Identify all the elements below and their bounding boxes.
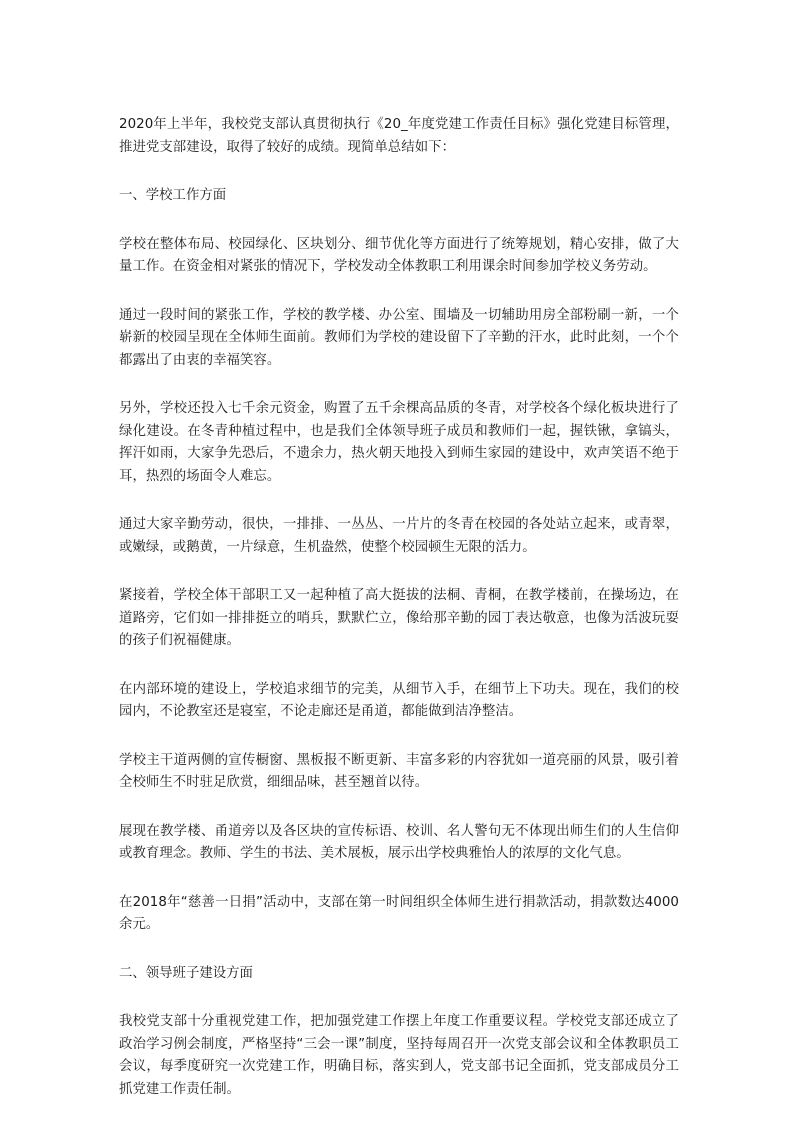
paragraph-bulletin: 学校主干道两侧的宣传橱窗、黑板报不断更新、丰富多彩的内容犹如一道亮丽的风景，吸引着全校师生不时驻足欣赏，细细品味，甚至翘首以待。	[119, 752, 679, 790]
section-heading-leadership: 二、领导班子建设方面	[119, 965, 253, 981]
paragraph-culture: 展现在教学楼、甬道旁以及各区块的宣传标语、校训、名人警句无不体现出师生们的人生信仰或教育理念。教师、学生的书法、美术展板，展示出学校典雅怡人的浓厚的文化气息。	[119, 823, 679, 861]
paragraph-planning: 学校在整体布局、校园绿化、区块划分、细节优化等方面进行了统筹规划，精心安排，做了大量工作。在资金相对紧张的情况下，学校发动全体教职工利用课余时间参加学校义务劳动。	[119, 236, 679, 274]
paragraph-evergreen: 通过大家辛勤劳动，很快，一排排、一丛丛、一片片的冬青在校园的各处站立起来，或青翠，或嫩绿，或鹅黄，一片绿意，生机盎然，使整个校园顿生无限的活力。	[119, 517, 679, 555]
paragraph-interior: 在内部环境的建设上，学校追求细节的完美，从细节入手，在细节上下功夫。现在，我们的校园内，不论教室还是寝室，不论走廊还是甬道，都能做到洁净整洁。	[119, 681, 679, 719]
document-body	[119, 114, 679, 1101]
paragraph-renovation: 通过一段时间的紧张工作，学校的教学楼、办公室、围墙及一切辅助用房全部粉刷一新，一个崭新的校园呈现在全体师生面前。教师们为学校的建设留下了辛勤的汗水，此时此刻，一个个都露出了由衷的幸福笑容。	[119, 307, 679, 368]
paragraph-trees: 紧接着，学校全体干部职工又一起种植了高大挺拔的法桐、青桐，在教学楼前，在操场边，在道路旁，它们如一排排挺立的哨兵，默默伫立，像给那辛勤的园丁表达敬意，也像为活波玩耍的孩子们祝福健康。	[119, 588, 679, 648]
section-heading-school-work: 一、学校工作方面	[119, 188, 227, 203]
paragraph-greening: 另外，学校还投入七千余元资金，购置了五千余棵高品质的冬青，对学校各个绿化板块进行了绿化建设。在冬青种植过程中，也是我们全体领导班子成员和教师们一起，握铁锹，拿镐头，挥汗如雨，大家争先恐后，不遗余力，热火朝天地投入到师生家园的建设中，欢声笑语不绝于耳，热烈的场面令人难忘。	[119, 401, 679, 484]
paragraph-party-work: 我校党支部十分重视党建工作，把加强党建工作摆上年度工作重要议程。学校党支部还成立了政治学习例会制度，严格坚持“三会一课”制度，坚持每周召开一次党支部会议和全体教职员工会议，每季度研究一次党建工作，明确目标，落实到人，党支部书记全面抓，党支部成员分工抓党建工作责任制。	[119, 1014, 679, 1097]
intro-paragraph: 2020年上半年，我校党支部认真贯彻执行《20_年度党建工作责任目标》强化党建目标管理，推进党支部建设，取得了较好的成绩。现简单总结如下：	[119, 117, 679, 155]
paragraph-charity: 在2018年“慈善一日捐”活动中，支部在第一时间组织全体师生进行捐款活动，捐款数达4000余元。	[119, 894, 679, 932]
